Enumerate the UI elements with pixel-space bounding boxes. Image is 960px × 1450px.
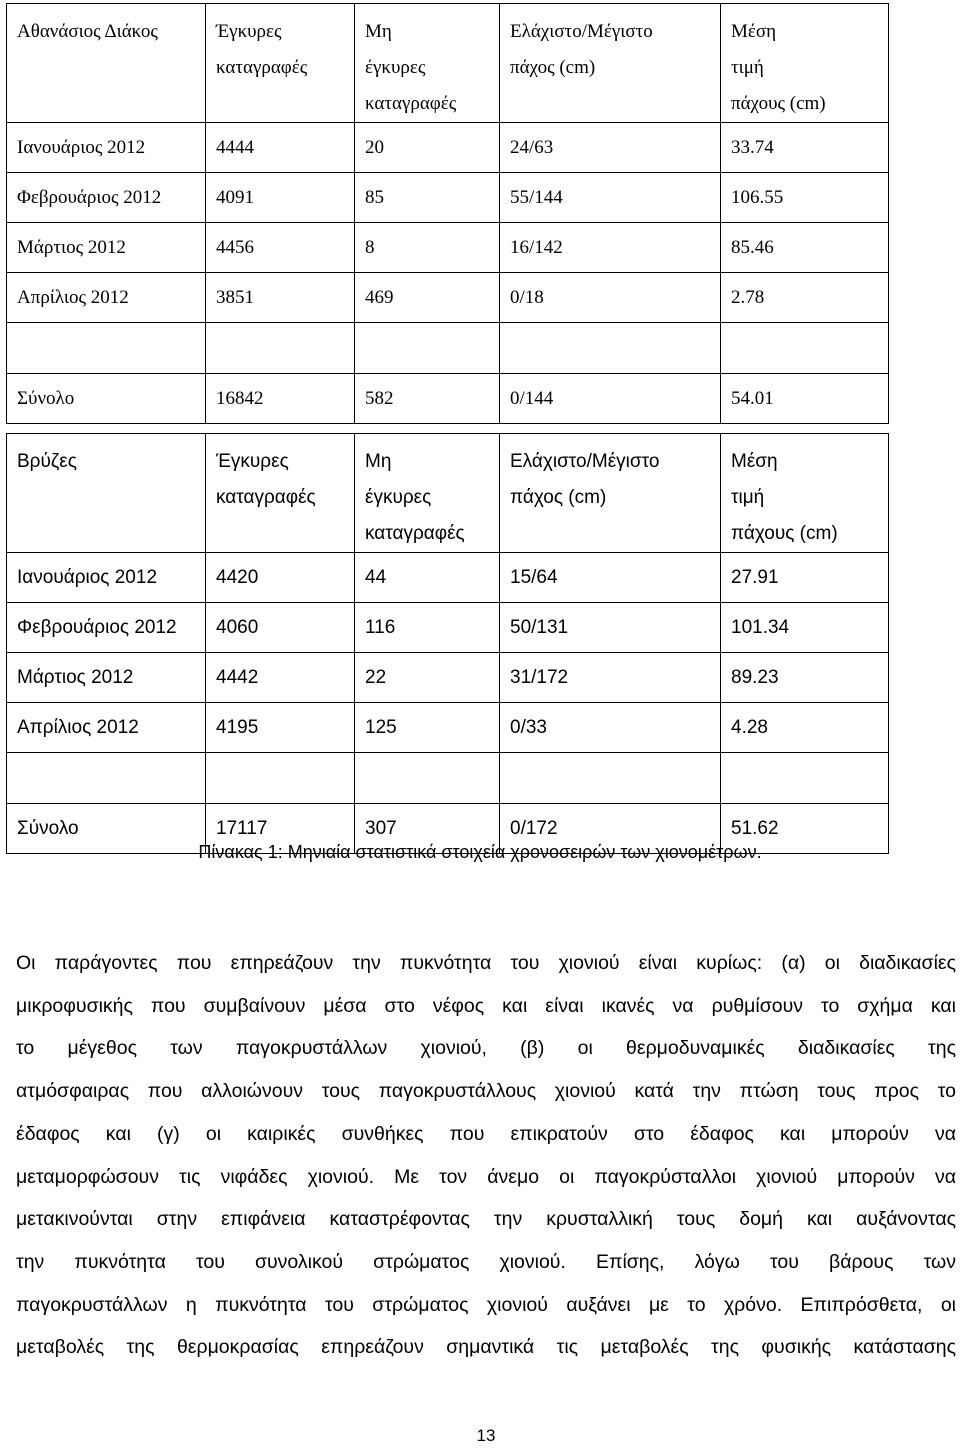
mean-cell: 106.55 — [721, 173, 889, 223]
invalid-cell: 582 — [355, 374, 500, 424]
valid-records-header — [206, 434, 355, 553]
mean-cell: 85.46 — [721, 223, 889, 273]
header-text: καταγραφές — [365, 93, 457, 114]
invalid-cell: 125 — [355, 703, 500, 753]
valid-cell: 4195 — [206, 703, 355, 753]
header-text: Ελάχιστο/Μέγιστο — [510, 21, 653, 42]
invalid-cell: 22 — [355, 653, 500, 703]
table-row — [7, 173, 889, 223]
month-cell: Απρίλιος 2012 — [7, 273, 206, 323]
snow-stats-table-athanasios-diakos — [6, 3, 889, 424]
table-row — [7, 123, 889, 173]
mean-cell: 27.91 — [721, 553, 889, 603]
body-paragraph — [16, 942, 956, 1369]
mean-cell: 33.74 — [721, 123, 889, 173]
month-cell: Μάρτιος 2012 — [7, 223, 206, 273]
table-row — [7, 273, 889, 323]
minmax-cell: 15/64 — [500, 553, 721, 603]
min-max-header — [500, 434, 721, 553]
station-name: Βρύζες — [17, 451, 77, 472]
minmax-cell: 0/18 — [500, 273, 721, 323]
paragraph-line: μικροφυσικής που συμβαίνουν μέσα στο νέφος και είναι ικανές να ρυθμίσουν το σχήμα και — [16, 994, 956, 1017]
invalid-cell: 116 — [355, 603, 500, 653]
paragraph-line: παγοκρυστάλλων η πυκνότητα του στρώματος χιονιού αυξάνει με το χρόνο. Επιπρόσθετα, οι — [16, 1293, 956, 1316]
header-line — [365, 14, 499, 86]
table-caption: Πίνακας 1: Μηνιαία στατιστικά στοιχεία χρονοσειρών των χιονομέτρων. — [198, 842, 762, 862]
table-header-row — [7, 4, 889, 123]
minmax-cell: 55/144 — [500, 173, 721, 223]
valid-cell: 16842 — [206, 374, 355, 424]
table-header-row — [7, 434, 889, 553]
invalid-cell: 20 — [355, 123, 500, 173]
minmax-cell: 0/172 — [500, 804, 721, 854]
invalid-cell: 44 — [355, 553, 500, 603]
empty-cell — [7, 753, 206, 804]
mean-header — [721, 4, 889, 123]
paragraph-line: Οι παράγοντες που επηρεάζουν την πυκνότητα του χιονιού είναι κυρίως: (α) οι διαδικασίες — [16, 952, 956, 974]
header-text: πάχος (cm) — [510, 487, 607, 508]
header-text: πάχος (cm) — [510, 57, 596, 78]
empty-cell — [500, 323, 721, 374]
table-row — [7, 703, 889, 753]
station-name: Αθανάσιος Διάκος — [17, 21, 158, 42]
header-text: Μη — [365, 21, 392, 42]
minmax-cell: 0/33 — [500, 703, 721, 753]
invalid-cell: 307 — [355, 804, 500, 854]
header-text: Μη — [365, 451, 392, 472]
header-line — [365, 444, 499, 516]
minmax-cell: 31/172 — [500, 653, 721, 703]
header-text: Έγκυρες — [216, 451, 289, 472]
empty-cell — [355, 753, 500, 804]
paragraph-line: ατμόσφαιρας που αλλοιώνουν τους παγοκρυστάλλους χιονιού κατά την πτώση τους προς το — [16, 1080, 956, 1103]
minmax-cell: 16/142 — [500, 223, 721, 273]
invalid-cell: 85 — [355, 173, 500, 223]
empty-cell — [721, 323, 889, 374]
valid-cell: 4091 — [206, 173, 355, 223]
table-row — [7, 653, 889, 703]
table-row — [7, 553, 889, 603]
paragraph-line: μετακινούνται στην επιφάνεια καταστρέφοντας την κρυσταλλική τους δομή και αυξάνοντας — [16, 1208, 956, 1231]
valid-cell: 17117 — [206, 804, 355, 854]
valid-cell: 3851 — [206, 273, 355, 323]
minmax-cell: 24/63 — [500, 123, 721, 173]
empty-cell — [721, 753, 889, 804]
invalid-cell: 8 — [355, 223, 500, 273]
station-name-cell — [7, 434, 206, 553]
invalid-cell: 469 — [355, 273, 500, 323]
empty-cell — [355, 323, 500, 374]
paragraph-line: έδαφος και (γ) οι καιρικές συνθήκες που επικρατούν στο έδαφος και μπορούν να — [16, 1122, 956, 1145]
station-name-cell — [7, 4, 206, 123]
valid-cell: 4060 — [206, 603, 355, 653]
month-cell: Φεβρουάριος 2012 — [7, 173, 206, 223]
valid-records-header — [206, 4, 355, 123]
paragraph-line: την πυκνότητα του συνολικού στρώματος χιονιού. Επίσης, λόγω του βάρους των — [16, 1250, 956, 1273]
header-text: Μέση — [731, 451, 778, 472]
header-text: Ελάχιστο/Μέγιστο — [510, 451, 660, 472]
header-text: Μέση — [731, 21, 777, 42]
month-cell: Απρίλιος 2012 — [7, 703, 206, 753]
empty-cell — [500, 753, 721, 804]
mean-cell: 51.62 — [721, 804, 889, 854]
total-label: Σύνολο — [7, 374, 206, 424]
header-text: Έγκυρες — [216, 21, 282, 42]
header-text: καταγραφές — [216, 57, 308, 78]
minmax-cell: 50/131 — [500, 603, 721, 653]
empty-cell — [206, 753, 355, 804]
header-text: καταγραφές — [216, 487, 316, 508]
snow-stats-table-vryzes — [6, 433, 889, 854]
empty-row — [7, 753, 889, 804]
header-line — [731, 14, 888, 86]
table-row — [7, 603, 889, 653]
header-text: τιμή — [731, 487, 765, 508]
total-row — [7, 374, 889, 424]
min-max-header — [500, 4, 721, 123]
month-cell: Φεβρουάριος 2012 — [7, 603, 206, 653]
table-row — [7, 223, 889, 273]
mean-cell: 4.28 — [721, 703, 889, 753]
minmax-cell: 0/144 — [500, 374, 721, 424]
empty-cell — [206, 323, 355, 374]
header-text: τιμή — [731, 57, 764, 78]
month-cell: Μάρτιος 2012 — [7, 653, 206, 703]
invalid-records-header — [355, 4, 500, 123]
header-text: έγκυρες — [365, 57, 426, 78]
page-number: 13 — [476, 1426, 496, 1445]
month-cell: Ιανουάριος 2012 — [7, 123, 206, 173]
month-cell: Ιανουάριος 2012 — [7, 553, 206, 603]
mean-cell: 101.34 — [721, 603, 889, 653]
invalid-records-header — [355, 434, 500, 553]
valid-cell: 4420 — [206, 553, 355, 603]
valid-cell: 4456 — [206, 223, 355, 273]
valid-cell: 4444 — [206, 123, 355, 173]
total-label: Σύνολο — [7, 804, 206, 854]
empty-cell — [7, 323, 206, 374]
header-text: έγκυρες — [365, 487, 432, 508]
header-text: καταγραφές — [365, 523, 465, 544]
valid-cell: 4442 — [206, 653, 355, 703]
paragraph-line: μεταβολές της θερμοκρασίας επηρεάζουν σημαντικά τις μεταβολές της φυσικής κατάστασης — [16, 1336, 956, 1359]
mean-cell: 89.23 — [721, 653, 889, 703]
mean-cell: 2.78 — [721, 273, 889, 323]
paragraph-line: το μέγεθος των παγοκρυστάλλων χιονιού, (β) οι θερμοδυναμικές διαδικασίες της — [16, 1037, 956, 1060]
header-text: πάχους (cm) — [731, 93, 826, 114]
mean-cell: 54.01 — [721, 374, 889, 424]
header-text: πάχους (cm) — [731, 523, 838, 544]
mean-header — [721, 434, 889, 553]
paragraph-line: μεταμορφώσουν τις νιφάδες χιονιού. Με τον άνεμο οι παγοκρύσταλλοι χιονιού μπορούν να — [16, 1165, 956, 1188]
empty-row — [7, 323, 889, 374]
header-line — [731, 444, 888, 516]
